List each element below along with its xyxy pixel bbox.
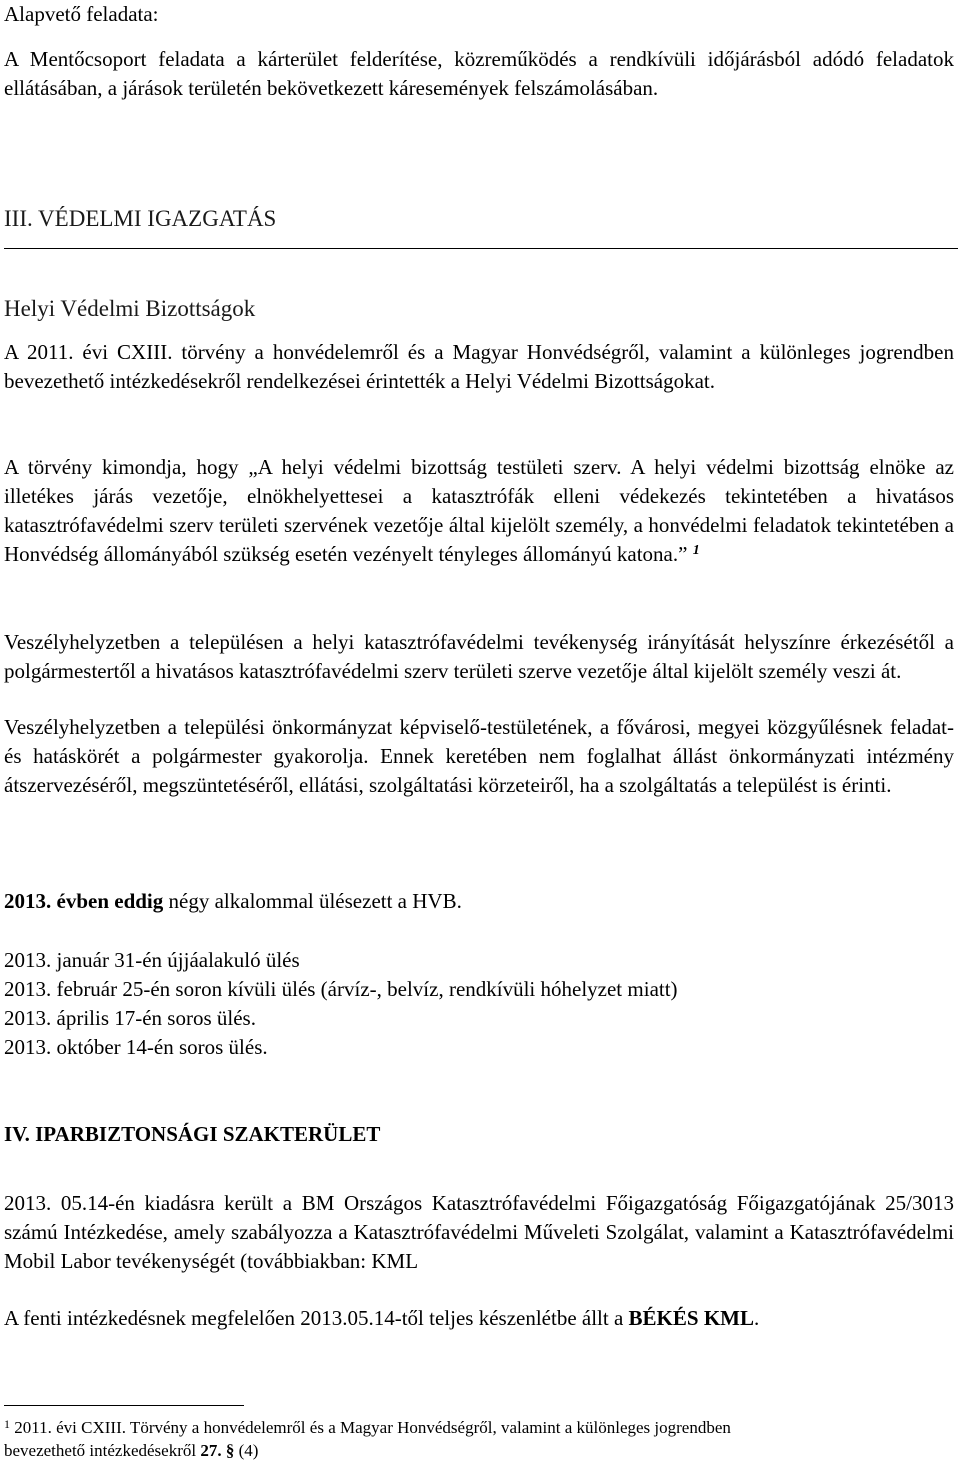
footnote-line-2 bbox=[4, 1439, 954, 1462]
footnote-line-2-end: (4) bbox=[234, 1441, 259, 1460]
meeting-item: 2013. január 31-én újjáalakuló ülés bbox=[4, 948, 300, 972]
hvb-heading: Helyi Védelmi Bizottságok bbox=[4, 296, 256, 321]
footnote-number: 1 bbox=[4, 1417, 10, 1431]
footnote-section-ref: 27. § bbox=[200, 1441, 235, 1460]
hvb-paragraph-2 bbox=[4, 453, 954, 569]
section-divider bbox=[4, 248, 958, 249]
footnote-line-2-text: bevezethető intézkedésekről bbox=[4, 1441, 201, 1460]
meetings-summary bbox=[4, 887, 954, 916]
meeting-item: 2013. február 25-én soron kívüli ülés (árvíz-, belvíz, rendkívüli hóhelyzet miatt) bbox=[4, 977, 678, 1001]
footnote bbox=[4, 1416, 954, 1462]
meetings-summary-rest: négy alkalommal ülésezett a HVB. bbox=[163, 889, 462, 913]
sec4-paragraph-2-text: A fenti intézkedésnek megfelelően 2013.05.14-től teljes készenlétbe állt a bbox=[4, 1306, 629, 1330]
hvb-paragraph-1: A 2011. évi CXIII. törvény a honvédelemről és a Magyar Honvédségről, valamint a különleges jogrendben bevezethető intézkedésekről rendelkezései érintették a Helyi Védelmi Bizottságokat. bbox=[4, 340, 954, 393]
sec4-paragraph-2 bbox=[4, 1304, 954, 1333]
meeting-item: 2013. április 17-én soros ülés. bbox=[4, 1006, 256, 1030]
sec4-paragraph-1: 2013. 05.14-én kiadásra került a BM Országos Katasztrófavédelmi Főigazgatóság Főigazgatójának 25/3013 számú Intézkedése, amely szabályozza a Katasztrófavédelmi Műveleti Szolgálat, valamint a Katasztrófavédelmi Mobil Labor tevékenységét (továbbiakban: KML bbox=[4, 1191, 954, 1273]
footnote-separator bbox=[4, 1405, 244, 1406]
sec4-paragraph-2-end: . bbox=[754, 1306, 760, 1330]
meeting-item: 2013. október 14-én soros ülés. bbox=[4, 1035, 268, 1059]
hvb-paragraph-2-text: A törvény kimondja, hogy „A helyi védelmi bizottság testületi szerv. A helyi védelmi bizottság elnöke az illetékes járás vezetője, elnökhelyettesei a katasztrófák elleni védekezés tekintetében a hivatásos katasztrófavédelmi szerv területi szervének vezetője által kijelölt személy, a honvédelmi feladatok tekintetében a Honvédség állományából szükség esetén vezényelt tényleges állományú katona.” bbox=[4, 455, 954, 566]
hvb-paragraph-3: Veszélyhelyzetben a településen a helyi katasztrófavédelmi tevékenység irányítását helyszínre érkezésétől a polgármestertől a hivatásos katasztrófavédelmi szerv területi szerve vezetője által kijelölt személy veszi át. bbox=[4, 630, 954, 683]
basic-task-paragraph: A Mentőcsoport feladata a kárterület felderítése, közreműködés a rendkívüli időjárásból adódó feladatok ellátásában, a járások területén bekövetkezett káresemények felszámolásában. bbox=[4, 47, 954, 100]
meetings-list bbox=[4, 946, 954, 1062]
footnote-reference[interactable]: 1 bbox=[692, 543, 700, 558]
section-4-title: IV. IPARBIZTONSÁGI SZAKTERÜLET bbox=[4, 1122, 381, 1146]
footnote-line-1 bbox=[4, 1416, 954, 1439]
meetings-summary-bold: 2013. évben eddig bbox=[4, 889, 164, 913]
basic-task-heading: Alapvető feladata: bbox=[4, 2, 159, 26]
section-3-title: III. VÉDELMI IGAZGATÁS bbox=[4, 206, 277, 231]
footnote-line-1-text: 2011. évi CXIII. Törvény a honvédelemről és a Magyar Honvédségről, valamint a különleges jogrendben bbox=[10, 1418, 731, 1437]
bekes-kml-label: BÉKÉS KML bbox=[628, 1306, 754, 1330]
hvb-paragraph-4: Veszélyhelyzetben a települési önkormányzat képviselő-testületének, a fővárosi, megyei közgyűlésnek feladat- és hatáskörét a polgármester gyakorolja. Ennek keretében nem foglalhat állást önkormányzati intézmény átszervezéséről, megszüntetéséről, ellátási, szolgáltatási körzeteiről, ha a szolgáltatás a települést is érinti. bbox=[4, 715, 954, 797]
